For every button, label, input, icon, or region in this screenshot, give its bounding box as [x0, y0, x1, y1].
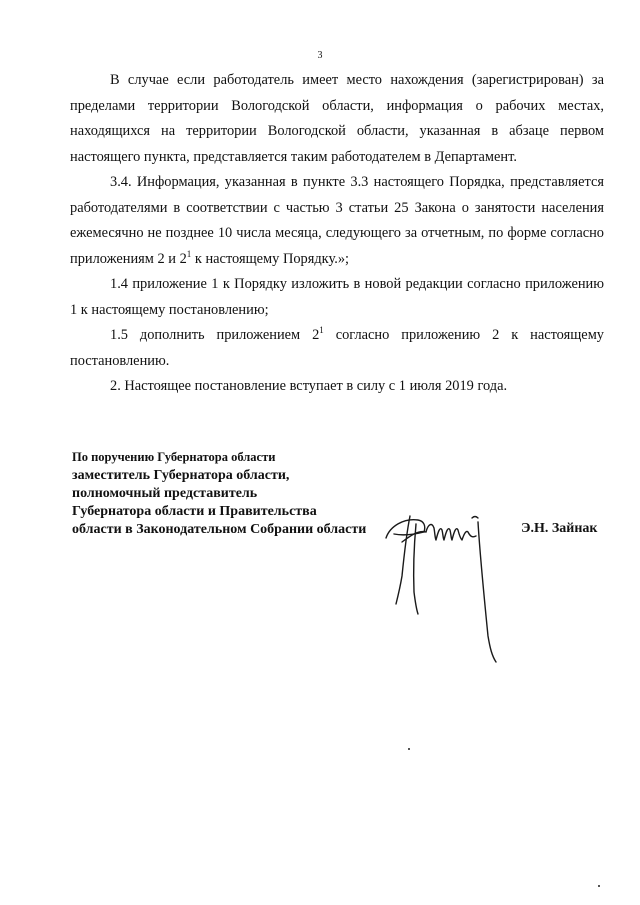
paragraph-1-5	[70, 323, 604, 374]
document-body	[70, 68, 604, 400]
signer-name: Э.Н. Зайнак	[521, 521, 598, 536]
paragraph-3-4	[70, 170, 604, 272]
page-number: 3	[317, 50, 323, 61]
by-order-line: По поручению Губернатора области	[72, 450, 276, 464]
paragraph-3-4-text: 3.4. Информация, указанная в пункте 3.3 настоящего Порядка, представляется работодателями в соответствии с частью 3 статьи 25 Закона о занятости населения ежемесячно не позднее 10 числа месяца, следующего за отчетным, по форме согласно приложениям 2 и 2	[70, 174, 604, 267]
signer-title-line-2: полномочный представитель	[72, 486, 258, 501]
paragraph-1-5-tail: согласно приложению 2 к настоящему постановлению.	[70, 327, 604, 369]
scan-speck	[408, 748, 410, 750]
paragraph-registration: В случае если работодатель имеет место нахождения (зарегистрирован) за пределами территории Вологодской области, информация о рабочих местах, находящихся на территории Вологодской области, указанная в абзаце первом настоящего пункта, представляется таким работодателем в Департамент.	[70, 72, 604, 165]
paragraph-2: 2. Настоящее постановление вступает в силу с 1 июля 2019 года.	[110, 378, 508, 394]
signature-block	[72, 449, 366, 539]
paragraph-3-4-tail: к настоящему Порядку.»;	[191, 250, 350, 267]
signer-title-line-4: области в Законодательном Собрании области	[72, 522, 367, 537]
superscript: 1	[186, 248, 192, 259]
scan-speck	[598, 885, 600, 887]
signer-title-line-1: заместитель Губернатора области,	[72, 468, 290, 483]
superscript: 1	[319, 325, 324, 336]
paragraph-1-4: 1.4 приложение 1 к Порядку изложить в новой редакции согласно приложению 1 к настоящему постановлению;	[70, 276, 604, 318]
handwritten-signature	[380, 496, 510, 666]
paragraph-1-5-text: 1.5 дополнить приложением 2	[110, 327, 320, 343]
signer-title-line-3: Губернатора области и Правительства	[72, 504, 317, 519]
